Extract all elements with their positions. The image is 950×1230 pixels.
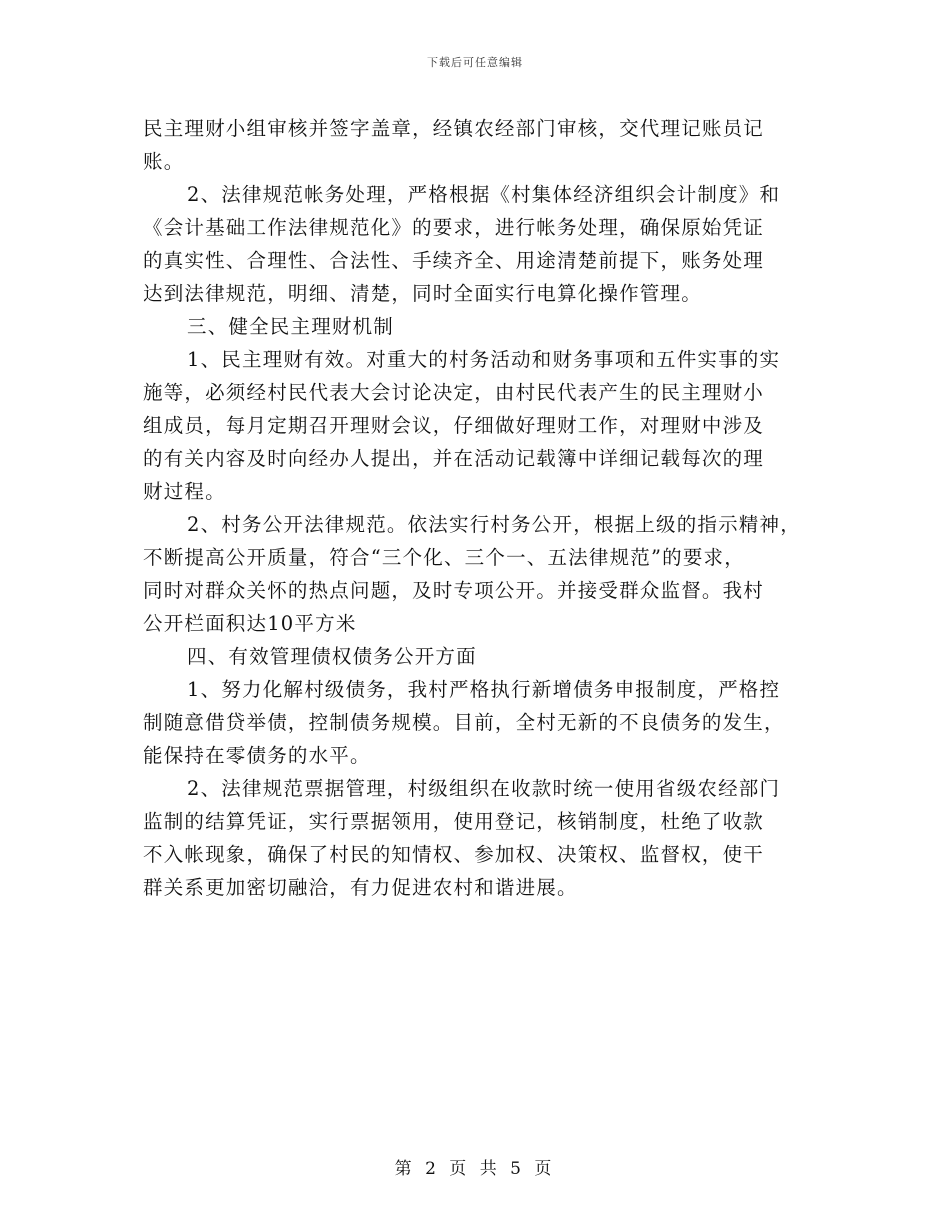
text-line: 2、村务公开法律规范。依法实行村务公开，根据上级的指示精神， (187, 513, 801, 536)
document-body (143, 112, 823, 904)
text-line: 财过程。 (143, 480, 226, 503)
page-footer: 第 2 页 共 5 页 (394, 1159, 556, 1179)
text-line: 2、法律规范帐务处理，严格根据《村集体经济组织会计制度》和 (187, 183, 781, 206)
text-line: 公开栏面积达10平方米 (143, 612, 357, 635)
text-line: 的真实性、合理性、合法性、手续齐全、用途清楚前提下，账务处理 (143, 249, 765, 272)
text-line: 1、努力化解村级债务，我村严格执行新增债务申报制度，严格控 (187, 678, 781, 701)
text-line: 施等，必须经村民代表大会讨论决定，由村民代表产生的民主理财小 (143, 381, 765, 404)
text-line: 账。 (143, 150, 185, 173)
text-line: 2、法律规范票据管理，村级组织在收款时统一使用省级农经部门 (187, 777, 781, 800)
text-line: 三、健全民主理财机制 (187, 315, 395, 338)
text-line: 制随意借贷举债，控制债务规模。目前，全村无新的不良债务的发生， (143, 711, 785, 734)
text-line: 群关系更加密切融洽，有力促进农村和谐进展。 (143, 876, 578, 899)
text-line: 不断提高公开质量，符合“三个化、三个一、五法律规范”的要求， (143, 546, 745, 569)
text-line: 组成员，每月定期召开理财会议，仔细做好理财工作，对理财中涉及 (143, 414, 765, 437)
text-line: 《会计基础工作法律规范化》的要求，进行帐务处理，确保原始凭证 (143, 216, 765, 239)
text-line: 四、有效管理债权债务公开方面 (187, 645, 477, 668)
text-line: 能保持在零债务的水平。 (143, 744, 371, 767)
text-line: 达到法律规范，明细、清楚，同时全面实行电算化操作管理。 (143, 282, 702, 305)
text-line: 监制的结算凭证，实行票据领用，使用登记，核销制度，杜绝了收款 (143, 810, 765, 833)
text-line: 同时对群众关怀的热点问题，及时专项公开。并接受群众监督。我村 (143, 579, 765, 602)
text-line: 的有关内容及时向经办人提出，并在活动记载簿中详细记载每次的理 (143, 447, 765, 470)
page-header: 下载后可任意编辑 (427, 56, 523, 69)
text-line: 不入帐现象，确保了村民的知情权、参加权、决策权、监督权，使干 (143, 843, 765, 866)
text-line: 1、民主理财有效。对重大的村务活动和财务事项和五件实事的实 (187, 348, 781, 371)
text-line: 民主理财小组审核并签字盖章，经镇农经部门审核，交代理记账员记 (143, 117, 765, 140)
